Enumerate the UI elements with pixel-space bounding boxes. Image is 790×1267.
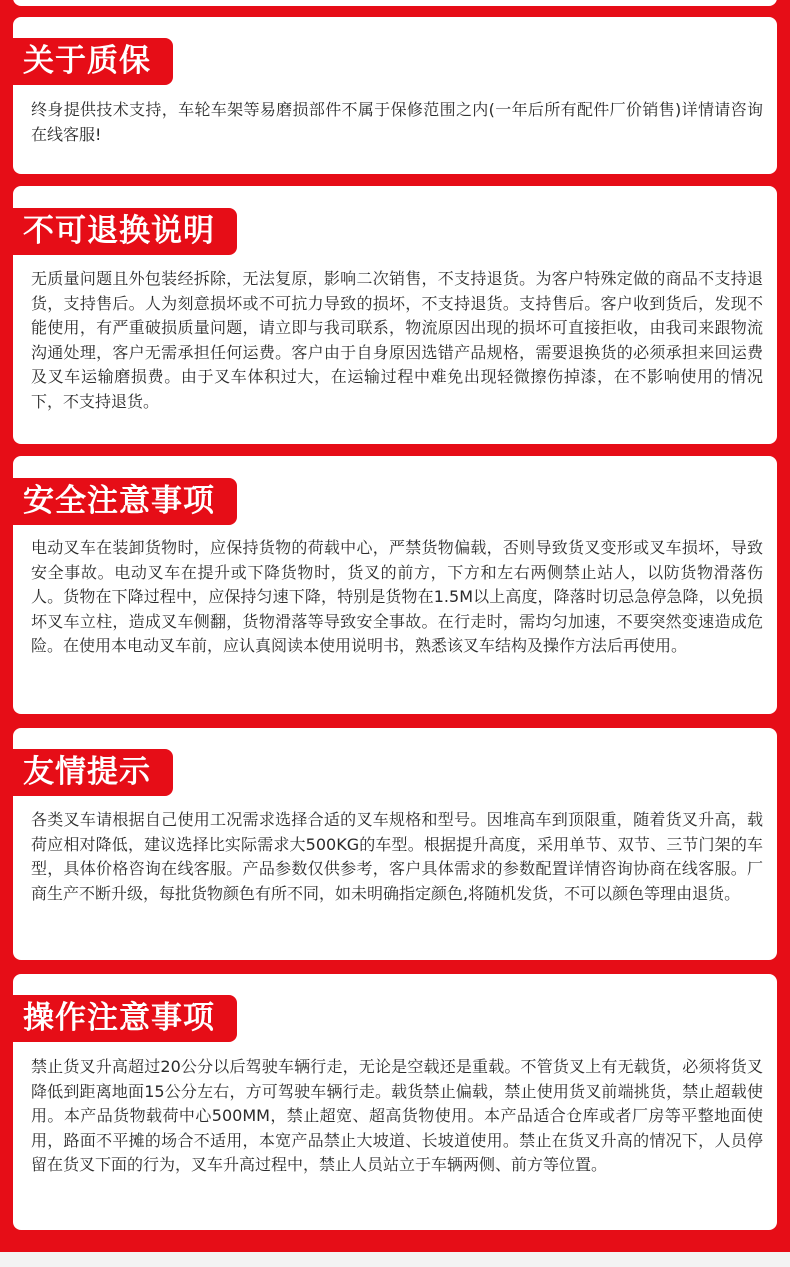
return-policy-text: 无质量问题且外包装经拆除，无法复原，影响二次销售，不支持退货。为客户特殊定做的商品不支持退货，支持售后。人为刻意损坏或不可抗力导致的损坏，不支持退货。支持售后。客户收到货后，发现不能使用，有严重破损质量问题，请立即与我司联系，物流原因出现的损坏可直接拒收，由我司来跟物流沟通处理，客户无需承担任何运费。客户由于自身原因选错产品规格，需要退换货的必须承担来回运费及叉车运输磨损费。由于叉车体积过大，在运输过程中难免出现轻微擦伤掉漆，在不影响使用的情况下，不支持退货。 [31,269,763,411]
tips-title: 友情提示 [13,749,173,796]
previous-card-edge [13,0,777,6]
safety-title: 安全注意事项 [13,478,237,525]
safety-text: 电动叉车在装卸货物时，应保持货物的荷载中心，严禁货物偏载，否则导致货叉变形或叉车损坏，导致安全事故。电动叉车在提升或下降货物时，货叉的前方，下方和左右两侧禁止站人，以防货物滑落伤人。货物在下降过程中，应保持匀速下降，特别是货物在1.5M以上高度，降落时切忌急停急降，以免损坏叉车立柱，造成叉车侧翻，货物滑落等导致安全事故。在行走时，需均匀加速，不要突然变速造成危险。在使用本电动叉车前，应认真阅读本使用说明书，熟悉该叉车结构及操作方法后再使用。 [31,538,763,656]
return-policy-title: 不可退换说明 [13,208,237,255]
warranty-text: 终身提供技术支持，车轮车架等易磨损部件不属于保修范围之内(一年后所有配件厂价销售)详情请咨询在线客服! [31,100,763,144]
bottom-strip [0,1252,790,1267]
operation-text: 禁止货叉升高超过20公分以后驾驶车辆行走，无论是空载还是重载。不管货叉上有无载货，必须将货叉降低到距离地面15公分左右，方可驾驶车辆行走。载货禁止偏载，禁止使用货叉前端挑货，禁止超载使用。本产品货物载荷中心500MM，禁止超宽、超高货物使用。本产品适合仓库或者厂房等平整地面使用，路面不平摊的场合不适用，本宽产品禁止大坡道、长坡道使用。禁止在货叉升高的情况下，人员停留在货叉下面的行为，叉车升高过程中，禁止人员站立于车辆两侧、前方等位置。 [31,1057,763,1175]
tips-text: 各类叉车请根据自己使用工况需求选择合适的叉车规格和型号。因堆高车到顶限重，随着货叉升高，载荷应相对降低，建议选择比实际需求大500KG的车型。根据提升高度，采用单节、双节、三节门架的车型，具体价格咨询在线客服。产品参数仅供参考，客户具体需求的参数配置详情咨询协商在线客服。厂商生产不断升级，每批货物颜色有所不同，如未明确指定颜色,将随机发货，不可以颜色等理由退货。 [31,810,763,903]
warranty-title: 关于质保 [13,38,173,85]
operation-title: 操作注意事项 [13,995,237,1042]
